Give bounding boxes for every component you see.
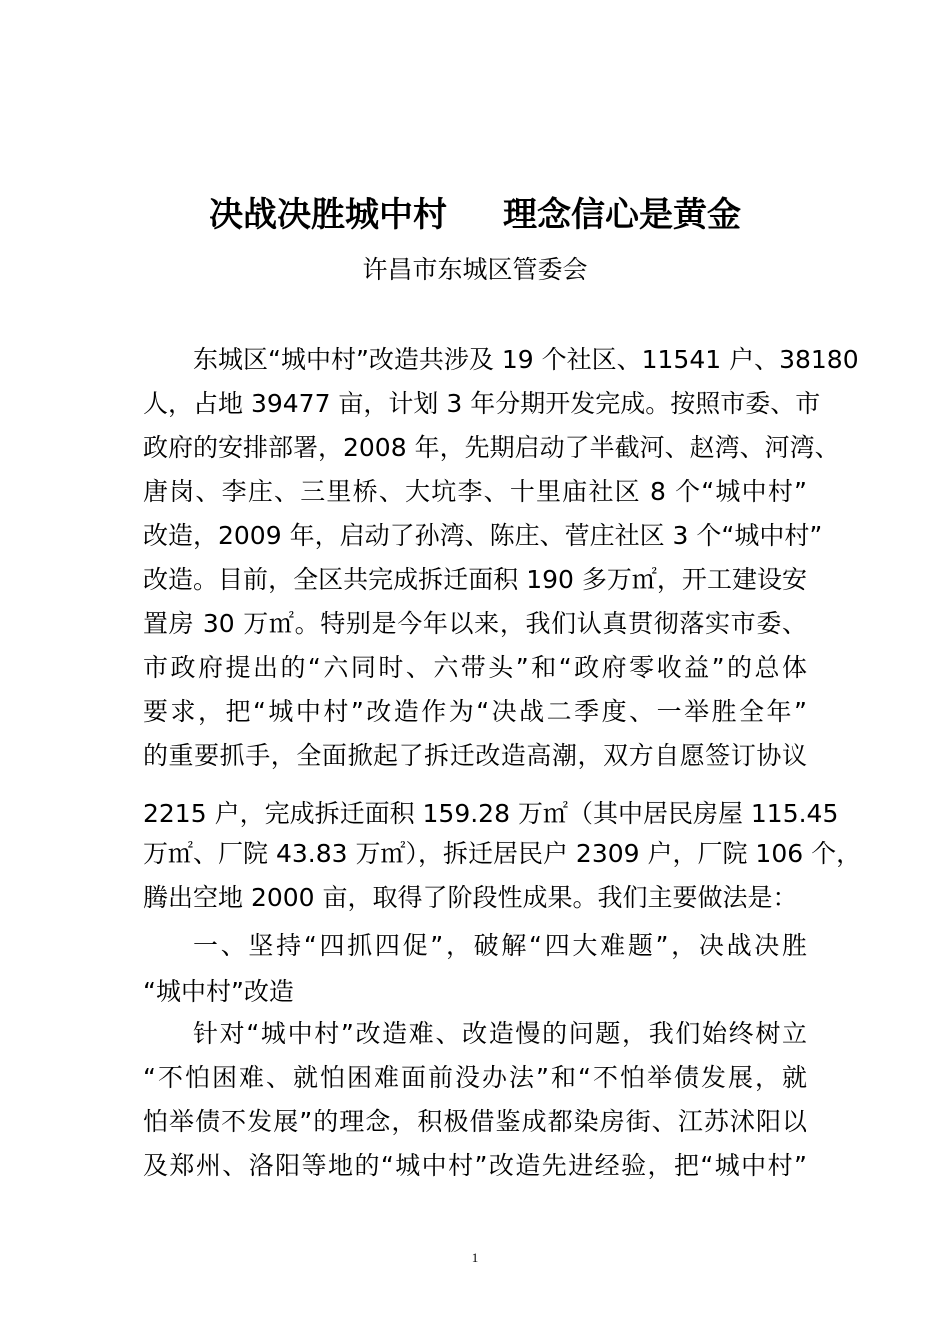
paragraph-line: 要求，把“城中村”改造作为“决战二季度、一举胜全年” bbox=[143, 697, 807, 726]
paragraph-line: 的重要抓手，全面掀起了拆迁改造高潮，双方自愿签订协议 bbox=[143, 741, 807, 770]
paragraph-line: 政府的安排部署，2008 年，先期启动了半截河、赵湾、河湾、 bbox=[143, 433, 840, 462]
title-part-1: 决战决胜城中村 bbox=[209, 195, 447, 235]
paragraph-line: 人，占地 39477 亩，计划 3 年分期开发完成。按照市委、市 bbox=[143, 389, 821, 418]
paragraph-line: 2215 户，完成拆迁面积 159.28 万㎡（其中居民房屋 115.45 bbox=[143, 799, 839, 828]
paragraph-line: “不怕困难、就怕困难面前没办法”和“不怕举债发展，就 bbox=[143, 1063, 807, 1092]
paragraph-line: 怕举债不发展”的理念，积极借鉴成都染房街、江苏沭阳以 bbox=[143, 1107, 807, 1136]
paragraph-line: 腾出空地 2000 亩，取得了阶段性成果。我们主要做法是： bbox=[143, 883, 798, 912]
paragraph-line: 万㎡、厂院 43.83 万㎡），拆迁居民户 2309 户，厂院 106 个， bbox=[143, 839, 862, 868]
title-part-2: 理念信心是黄金 bbox=[503, 195, 741, 235]
section-heading-line: “城中村”改造 bbox=[143, 977, 294, 1006]
page-number: 1 bbox=[471, 1250, 479, 1265]
paragraph-line: 唐岗、李庄、三里桥、大坑李、十里庙社区 8 个“城中村” bbox=[143, 477, 807, 506]
section-heading-line: 一、坚持“四抓四促”，破解“四大难题”，决战决胜 bbox=[193, 931, 807, 960]
paragraph-line: 改造。目前，全区共完成拆迁面积 190 多万㎡，开工建设安 bbox=[143, 565, 807, 594]
paragraph-line: 针对“城中村”改造难、改造慢的问题，我们始终树立 bbox=[193, 1019, 807, 1048]
paragraph-line: 改造，2009 年，启动了孙湾、陈庄、菅庄社区 3 个“城中村” bbox=[143, 521, 823, 550]
document-body bbox=[143, 340, 862, 1180]
paragraph-line: 及郑州、洛阳等地的“城中村”改造先进经验，把“城中村” bbox=[143, 1151, 807, 1180]
paragraph-line: 置房 30 万㎡。特别是今年以来，我们认真贯彻落实市委、 bbox=[143, 609, 807, 638]
document-subtitle: 许昌市东城区管委会 bbox=[362, 255, 588, 284]
paragraph-line: 市政府提出的“六同时、六带头”和“政府零收益”的总体 bbox=[143, 653, 807, 682]
paragraph-line: 东城区“城中村”改造共涉及 19 个社区、11541 户、38180 bbox=[193, 345, 859, 374]
document-title bbox=[0, 192, 950, 238]
